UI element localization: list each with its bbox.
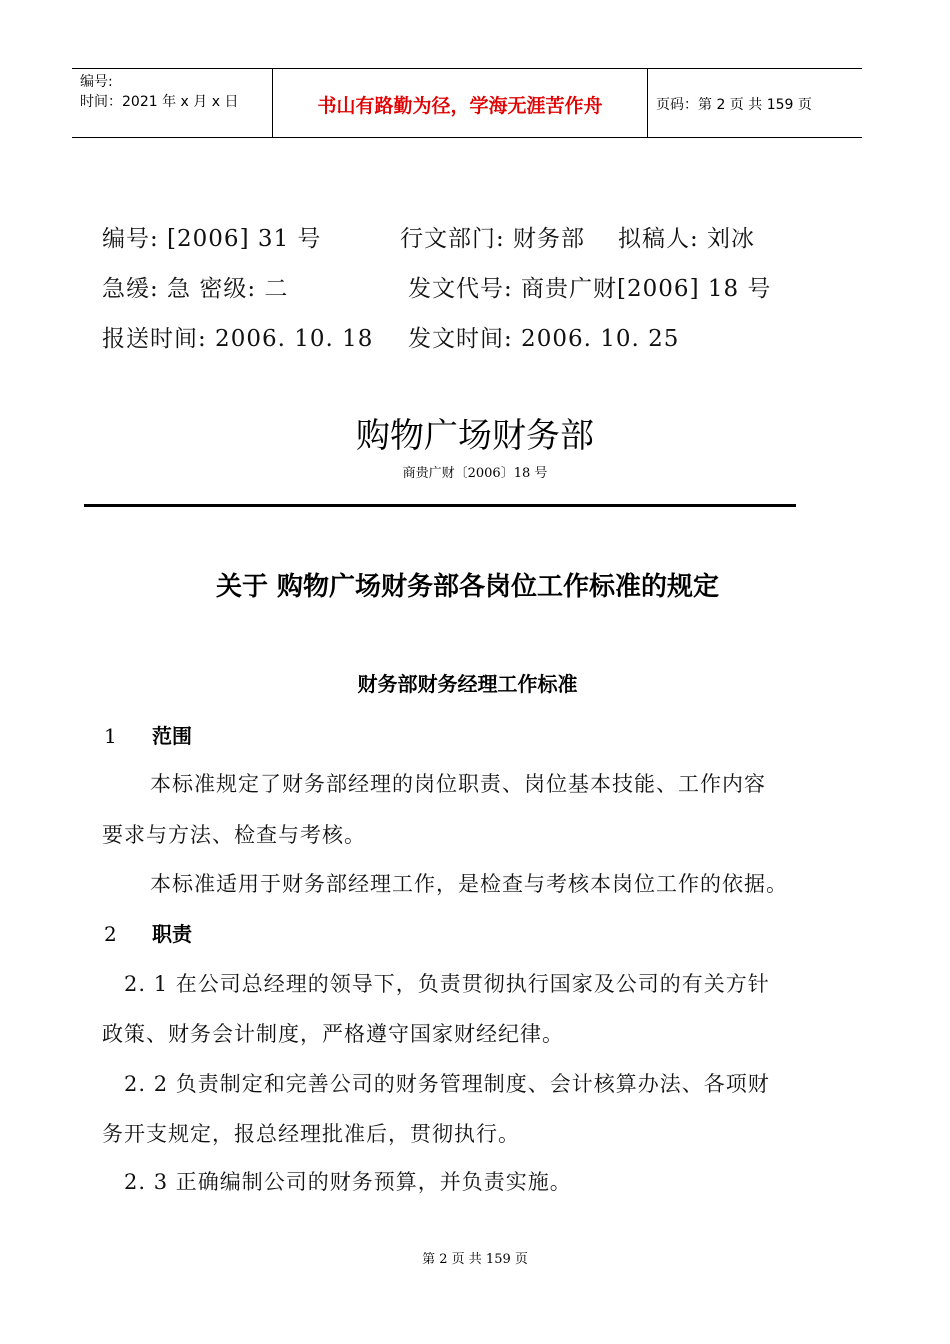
section-heading-duties xyxy=(104,918,192,947)
header-page-info: 页码：第 2 页 共 159 页 xyxy=(656,97,812,113)
paragraph-line: 2. 2 负责制定和完善公司的财务管理制度、会计核算办法、各项财 xyxy=(124,1072,770,1096)
page-header xyxy=(72,68,862,138)
header-info-cell xyxy=(72,69,273,137)
org-name: 购物广场财务部 xyxy=(356,416,594,456)
header-motto-cell xyxy=(273,69,648,137)
paragraph-line: 2. 1 在公司总经理的领导下，负责贯彻执行国家及公司的有关方针 xyxy=(124,972,770,996)
header-bianhao: 编号: xyxy=(80,74,113,90)
header-motto: 书山有路勤为径，学海无涯苦作舟 xyxy=(317,95,603,117)
section-heading-scope xyxy=(104,720,192,749)
paragraph-line: 本标准规定了财务部经理的岗位职责、岗位基本技能、工作内容 xyxy=(150,772,766,796)
meta-number: 编号: [2006] 31 号 xyxy=(102,226,322,252)
document-title: 关于 购物广场财务部各岗位工作标准的规定 xyxy=(215,572,720,602)
paragraph-line: 本标准适用于财务部经理工作，是检查与考核本岗位工作的依据。 xyxy=(150,872,788,896)
header-page-cell xyxy=(648,69,862,137)
meta-doc-code: 发文代号: 商贵广财[2006] 18 号 xyxy=(408,276,772,302)
paragraph-line: 政策、财务会计制度，严格遵守国家财经纪律。 xyxy=(102,1022,564,1046)
meta-submit-time: 报送时间: 2006. 10. 18 xyxy=(102,326,374,352)
section-label: 范围 xyxy=(152,724,192,748)
section-number: 2 xyxy=(104,922,117,946)
section-number: 1 xyxy=(104,724,117,748)
divider-rule xyxy=(84,504,796,507)
meta-drafter: 拟稿人: 刘冰 xyxy=(618,226,756,252)
doc-number: 商贵广财〔2006〕18 号 xyxy=(402,466,548,481)
paragraph-line: 要求与方法、检查与考核。 xyxy=(102,823,366,847)
header-time: 时间：2021 年 x 月 x 日 xyxy=(80,94,239,110)
section-subtitle: 财务部财务经理工作标准 xyxy=(357,672,578,696)
section-label: 职责 xyxy=(152,922,192,946)
page-footer: 第 2 页 共 159 页 xyxy=(422,1252,528,1267)
paragraph-line: 务开支规定，报总经理批准后，贯彻执行。 xyxy=(102,1122,520,1146)
meta-department: 行文部门: 财务部 xyxy=(400,226,586,252)
meta-issue-time: 发文时间: 2006. 10. 25 xyxy=(408,326,680,352)
meta-urgency: 急缓: 急 密级: 二 xyxy=(102,276,289,302)
paragraph-line: 2. 3 正确编制公司的财务预算，并负责实施。 xyxy=(124,1170,572,1194)
